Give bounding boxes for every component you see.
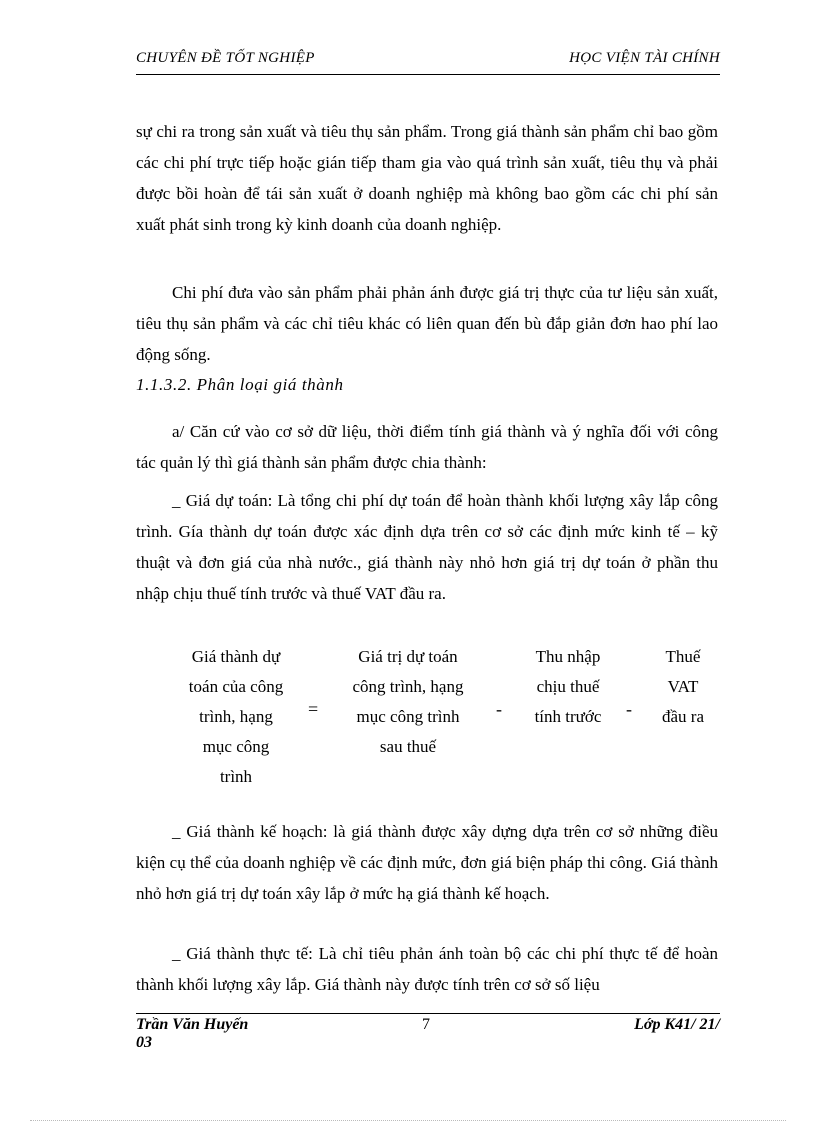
paragraph-2: Chi phí đưa vào sản phẩm phải phản ánh được giá trị thực của tư liệu sản xuất, tiêu thụ sản phẩm và các chỉ tiêu khác có liên quan đến bù đắp giản đơn hao phí lao động sống.	[136, 283, 718, 364]
header-left: CHUYÊN ĐỀ TỐT NGHIỆP	[136, 50, 315, 66]
minus-sign-2: -	[626, 699, 632, 719]
cost-formula	[136, 642, 720, 802]
formula-term-4-line: đầu ra	[661, 707, 704, 726]
section-heading: 1.1.3.2. Phân loại giá thành	[136, 375, 344, 394]
formula-term-2	[332, 642, 484, 762]
formula-term-2-line: mục công trình	[356, 707, 460, 726]
formula-term-2-line: công trình, hạng	[352, 677, 464, 696]
page-bottom-divider	[30, 1120, 786, 1121]
paragraph-3: a/ Căn cứ vào cơ sở dữ liệu, thời điểm tính giá thành và ý nghĩa đối với công tác quản lý thì giá thành sản phẩm được chia thành:	[136, 422, 718, 472]
paragraph-6: _ Giá thành thực tế: Là chỉ tiêu phản ánh toàn bộ các chi phí thực tế để hoàn thành khối lượng xây lắp. Giá thành này được tính trên cơ sở số liệu	[136, 944, 718, 994]
formula-term-1	[156, 642, 319, 792]
page-header	[136, 48, 720, 75]
formula-term-4-line: Thuế	[665, 647, 701, 666]
minus-sign-1: -	[496, 699, 502, 719]
formula-term-1-line: trình, hạng	[199, 707, 273, 726]
formula-term-3-line: Thu nhập	[535, 647, 601, 666]
paragraph-4: _ Giá dự toán: Là tổng chi phí dự toán để hoàn thành khối lượng xây lắp công trình. Gía thành dự toán được xác định dựa trên cơ sở các định mức kinh tế – kỹ thuật và đơn giá của nhà nước., giá thành này nhỏ hơn giá trị dự toán ở phần thu nhập chịu thuế tính trước và thuế VAT đầu ra.	[136, 491, 718, 603]
formula-term-3	[508, 642, 628, 732]
formula-term-1-line: toán của công	[188, 677, 284, 696]
footer-divider	[136, 1013, 720, 1014]
formula-term-1-line: Giá thành dự	[191, 647, 281, 666]
paragraph-1: sự chi ra trong sản xuất và tiêu thụ sản phẩm. Trong giá thành sản phẩm chỉ bao gồm các chi phí trực tiếp hoặc gián tiếp tham gia vào quá trình sản xuất, tiêu thụ và phải được bồi hoàn để tái sản xuất ở doanh nghiệp mà không bao gồm các chi phí sản xuất phát sinh trong kỳ kinh doanh của doanh nghiệp.	[136, 122, 718, 234]
footer-author-name: Trần Văn Huyến	[136, 1016, 249, 1033]
formula-term-3-line: tính trước	[534, 707, 602, 726]
footer-author	[136, 1016, 248, 1052]
footer-class: Lớp K41/ 21/	[634, 1016, 720, 1033]
header-right: HỌC VIỆN TÀI CHÍNH	[569, 50, 720, 66]
page-number: 7	[422, 1016, 430, 1033]
formula-term-2-line: Giá trị dự toán	[358, 647, 458, 666]
equals-sign: =	[308, 699, 319, 719]
formula-term-2-line: sau thuế	[379, 737, 437, 756]
formula-term-3-line: chịu thuế	[536, 677, 600, 696]
formula-term-4-line: VAT	[667, 677, 699, 696]
formula-term-4	[648, 642, 718, 732]
footer-author-suffix: 03	[136, 1034, 152, 1051]
formula-term-1-line: trình	[219, 767, 253, 786]
paragraph-5: _ Giá thành kế hoạch: là giá thành được xây dựng dựa trên cơ sở những điều kiện cụ thể của doanh nghiệp về các định mức, đơn giá biện pháp thi công. Giá thành nhỏ hơn giá trị dự toán xây lắp ở mức hạ giá thành kế hoạch.	[136, 822, 718, 903]
formula-term-1-line: mục công	[202, 737, 270, 756]
